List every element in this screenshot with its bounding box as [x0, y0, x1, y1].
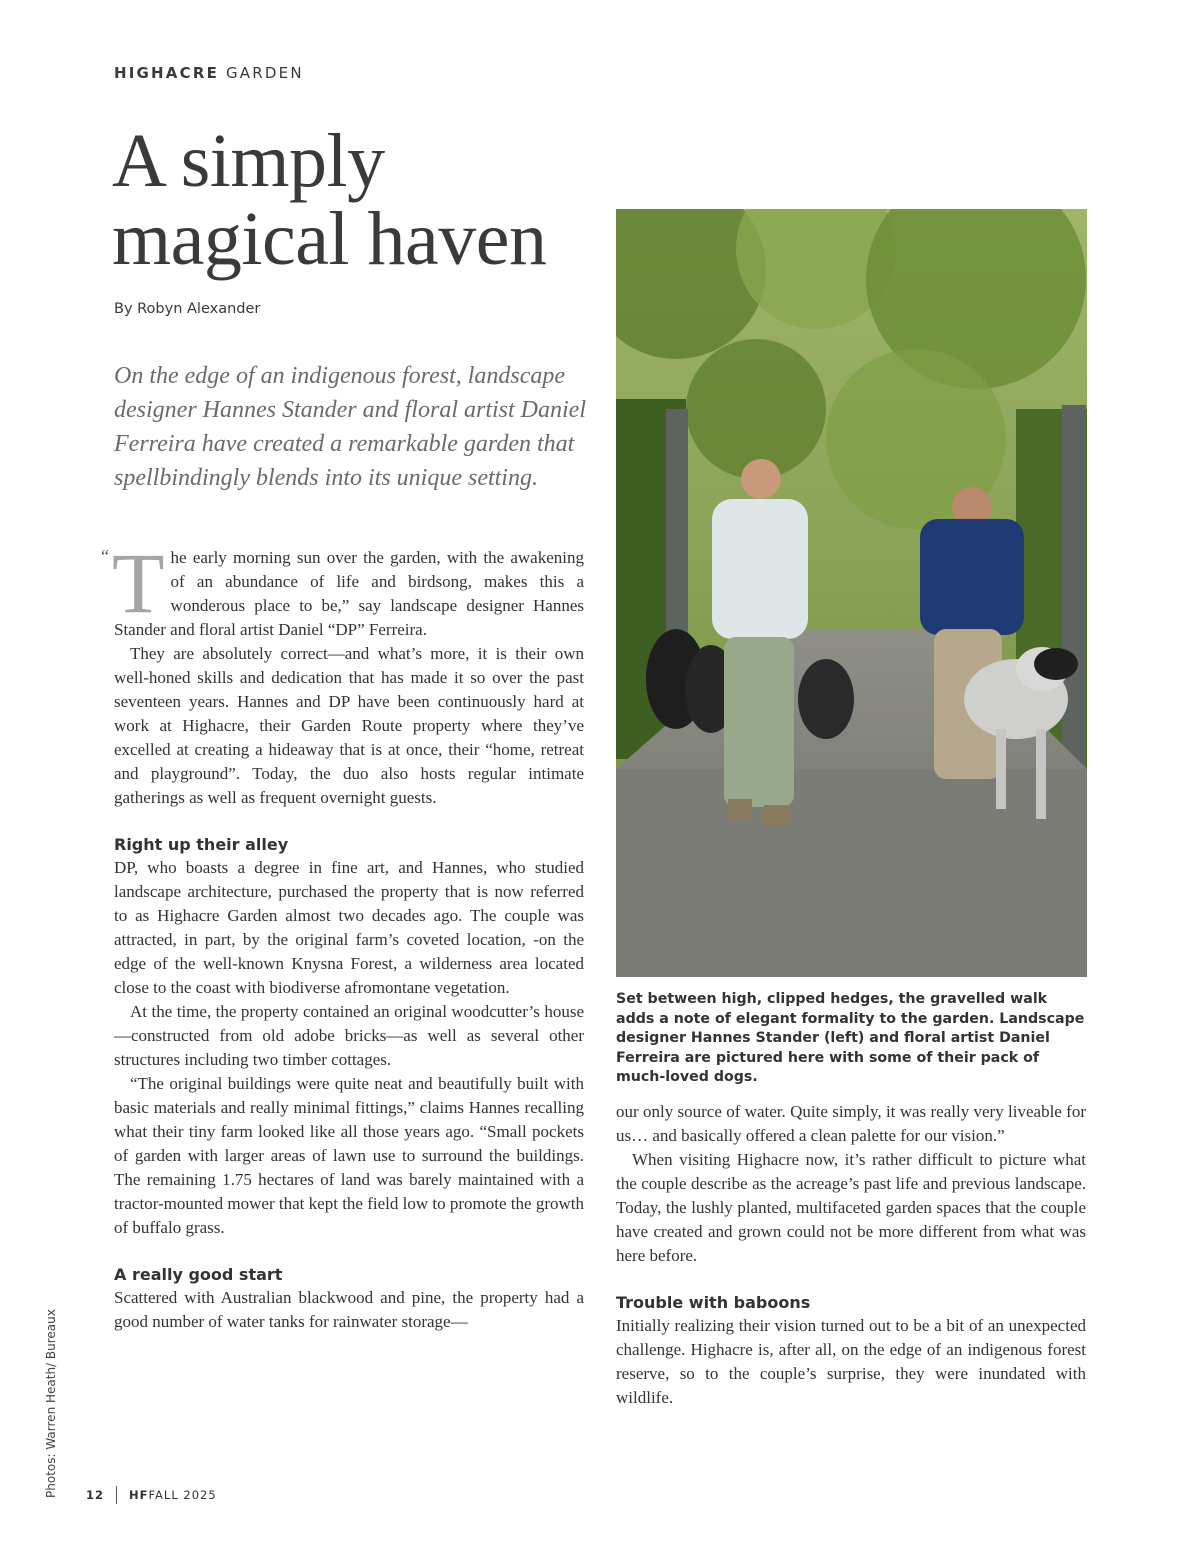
magazine-issue: [129, 1488, 217, 1502]
body-paragraph: Initially realizing their vision turned out to be a bit of an unexpected challenge. Highacre is, after all, on the edge of an indigenous forest reserve, so to the couple’s surprise, they were inundated with wildlife.: [616, 1316, 1086, 1407]
page-number: 12: [86, 1488, 105, 1502]
byline: By Robyn Alexander: [114, 301, 261, 317]
body-paragraph: At the time, the property contained an original woodcutter’s house—constructed from old adobe bricks—as well as several other structures including two timber cottages.: [114, 1002, 584, 1069]
right-column: [616, 1100, 1086, 1410]
photo-caption: Set between high, clipped hedges, the gravelled walk adds a note of elegant formality to the garden. Landscape designer Hannes Stander (left) and floral artist Daniel Ferreira are pictured here with some of their pack of much-loved dogs.: [616, 991, 1085, 1085]
magazine-name: HF: [129, 1488, 149, 1502]
intro-text: he early morning sun over the garden, with the awakening of an abundance of life and birdsong, makes this a wonderous place to be,” say landscape designer Hannes Stander and floral artist Daniel “DP” Ferreira.: [114, 548, 584, 639]
garden-photo: [616, 209, 1087, 977]
body-paragraph: DP, who boasts a degree in fine art, and Hannes, who studied landscape architecture, purchased the property that is now referred to as Highacre Garden almost two decades ago. The couple was attracted, in part, by the original farm’s coveted location, -on the edge of the well-known Knysna Forest, a wilderness area located close to the coast with biodiverse afromontane vegetation.: [114, 858, 584, 997]
photo-credit: Photos: Warren Heath/ Bureaux: [44, 1309, 58, 1498]
body-paragraph: our only source of water. Quite simply, it was really very liveable for us… and basically offered a clean palette for our vision.”: [616, 1102, 1086, 1145]
open-quote-mark: “: [101, 546, 109, 566]
subheading-trouble-with-baboons: Trouble with baboons: [616, 1293, 811, 1312]
body-paragraph: When visiting Highacre now, it’s rather difficult to picture what the couple describe as the acreage’s past life and previous landscape. Today, the lushly planted, multifaceted garden spaces that the couple have created and grown could not be more different from what was here before.: [616, 1150, 1086, 1265]
article-title: A simply magical haven: [112, 119, 547, 281]
page-footer: [86, 1486, 217, 1504]
standfirst: On the edge of an indigenous forest, landscape designer Hannes Stander and floral artist Daniel Ferreira have created a remarkable garden that spellbindingly blends into its unique setting.: [114, 363, 586, 491]
body-paragraph: Scattered with Australian blackwood and pine, the property had a good number of water tanks for rainwater storage—: [114, 1288, 584, 1331]
body-paragraph: They are absolutely correct—and what’s more, it is their own well-honed skills and dedication that has made it so over the past seventeen years. Hannes and DP have been continuously hard at work at Highacre, their Garden Route property where they’ve excelled at creating a hideaway that is at once, their “home, retreat and playground”. Today, the duo also hosts regular intimate gatherings as well as frequent overnight guests.: [114, 644, 584, 807]
subheading-right-up-their-alley: Right up their alley: [114, 835, 289, 854]
left-column: [112, 535, 584, 1334]
section-kicker-rest: GARDEN: [219, 64, 304, 82]
intro-paragraph: [112, 535, 584, 642]
footer-divider: [116, 1486, 117, 1504]
issue-label: FALL 2025: [148, 1488, 217, 1502]
body-paragraph: “The original buildings were quite neat and beautifully built with basic materials and really minimal fittings,” claims Hannes recalling what their tiny farm looked like all those years ago. “Small pockets of garden with larger areas of lawn use to surround the buildings. The remaining 1.75 hectares of land was barely maintained with a tractor-mounted mower that kept the field low to promote the growth of buffalo grass.: [114, 1074, 584, 1237]
subheading-a-really-good-start: A really good start: [114, 1265, 283, 1284]
drop-cap: T: [112, 535, 165, 631]
section-kicker-bold: HIGHACRE: [114, 64, 220, 82]
section-kicker: [114, 64, 304, 82]
